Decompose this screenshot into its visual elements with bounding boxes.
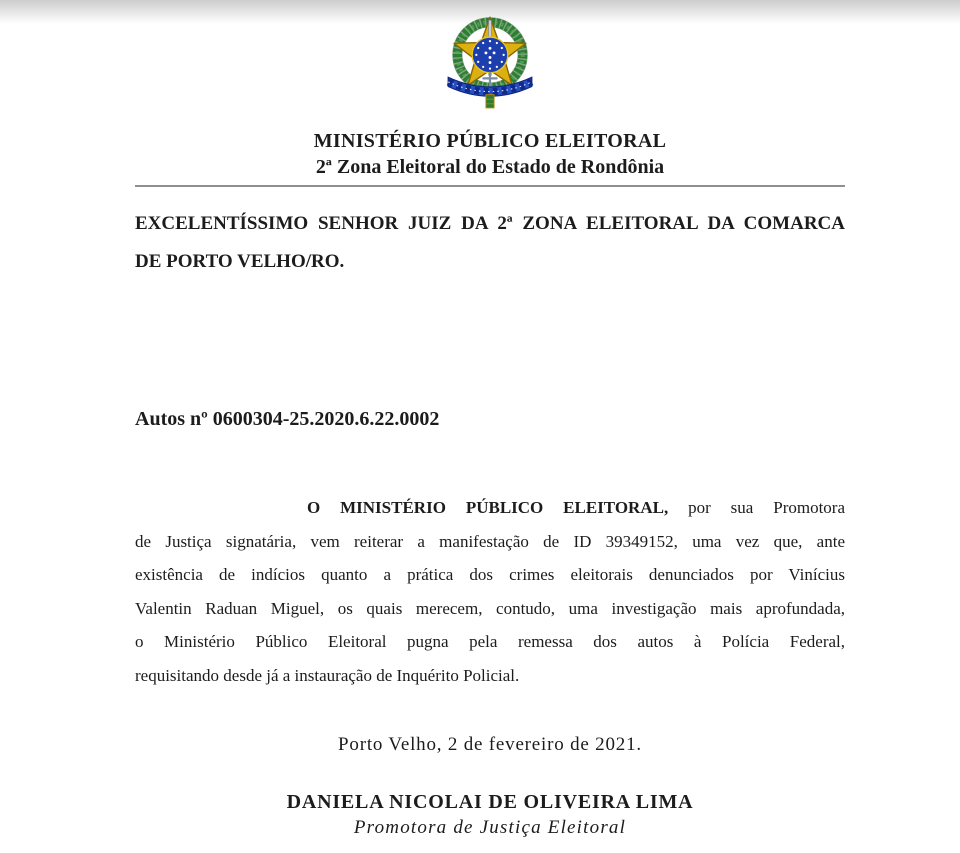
signer-role: Promotora de Justiça Eleitoral — [353, 817, 627, 838]
body-line: de Justiça signatária, vem reiterar a manifestação de ID 39349152, uma vez que, ante — [135, 531, 845, 551]
body-line-bold-lead: O MINISTÉRIO PÚBLICO ELEITORAL, — [307, 498, 669, 517]
signer-name: DANIELA NICOLAI DE OLIVEIRA LIMA — [286, 791, 694, 813]
case-number: Autos nº 0600304-25.2020.6.22.0002 — [135, 408, 440, 430]
body-line: Valentin Raduan Miguel, os quais merecem, contudo, uma investigação mais aprofundada, — [135, 598, 845, 618]
header-divider — [135, 185, 845, 187]
body-line: existência de indícios quanto a prática dos crimes eleitorais denunciados por Vinícius — [135, 565, 845, 584]
addressee-line: DE PORTO VELHO/RO. — [135, 251, 345, 272]
org-subtitle: 2ª Zona Eleitoral do Estado de Rondônia — [315, 156, 665, 178]
header-emblem-row — [135, 0, 845, 113]
dateline: Porto Velho, 2 de fevereiro de 2021. — [338, 734, 642, 755]
document-page — [135, 0, 845, 840]
addressee-block — [135, 205, 845, 281]
brazil-coat-of-arms-icon — [439, 7, 541, 113]
body-line — [135, 491, 845, 525]
body-line-text: por sua Promotora — [668, 498, 846, 517]
org-title: MINISTÉRIO PÚBLICO ELEITORAL — [313, 130, 667, 152]
addressee-line: EXCELENTÍSSIMO SENHOR JUIZ DA 2ª ZONA ELEITORAL DA COMARCA — [135, 213, 845, 234]
body-line: requisitando desde já a instauração de Inquérito Policial. — [135, 665, 520, 685]
body-line: o Ministério Público Eleitoral pugna pela remessa dos autos à Polícia Federal, — [135, 632, 845, 651]
petition-body — [135, 491, 845, 692]
